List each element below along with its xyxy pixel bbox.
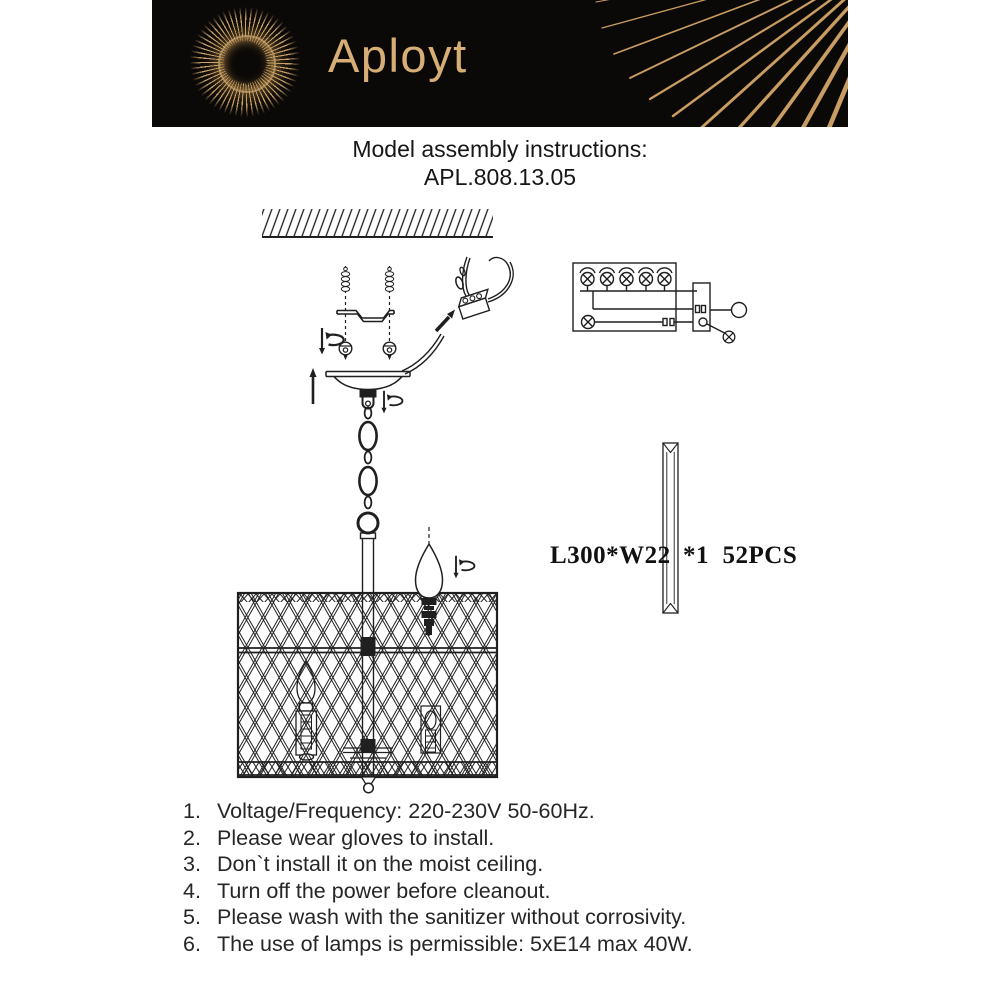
- ceiling-canopy: [326, 372, 410, 409]
- instruction-number: 5.: [183, 905, 201, 929]
- instruction-text: The use of lamps is permissible: 5xE14 max 40W.: [217, 931, 693, 956]
- power-wire: [402, 257, 513, 374]
- page-title: Model assembly instructions:: [352, 136, 648, 162]
- crystal-size-label: L300*W22: [550, 542, 671, 569]
- instruction-item: [183, 798, 693, 825]
- instruction-number: 3.: [183, 852, 201, 876]
- drum-shade: [238, 593, 497, 793]
- instruction-number: 2.: [183, 825, 201, 850]
- screw-icon: [339, 342, 396, 360]
- instruction-item: [183, 904, 693, 931]
- instruction-text: Please wash with the sanitizer without corrosivity.: [217, 905, 687, 929]
- instruction-number: 6.: [183, 931, 201, 956]
- crystal-qty-label: *1 52PCS: [683, 542, 798, 569]
- model-number: APL.808.13.05: [423, 164, 577, 190]
- instructions-list: [183, 798, 693, 957]
- instruction-text: Voltage/Frequency: 220-230V 50-60Hz.: [217, 799, 595, 823]
- instruction-item: [183, 825, 693, 852]
- instruction-text: Turn off the power before cleanout.: [217, 878, 551, 903]
- instruction-number: 1.: [183, 799, 201, 823]
- rays-decoration-icon: [152, 0, 848, 127]
- rotate-arrow-icon: [381, 391, 402, 414]
- instruction-item: [183, 851, 693, 878]
- wiring-diagram: [573, 263, 747, 343]
- title-block: [0, 135, 1000, 191]
- brand-banner: [152, 0, 848, 127]
- terminal-block: [457, 289, 495, 319]
- wall-anchor-icon: [341, 266, 393, 341]
- hanger-rod: [361, 533, 376, 594]
- assembly-diagram: [150, 200, 850, 800]
- rotate-arrow-icon: [453, 556, 474, 579]
- instruction-text: Don`t install it on the moist ceiling.: [217, 852, 544, 876]
- instruction-item: [183, 931, 693, 958]
- instruction-text: Please wear gloves to install.: [217, 825, 495, 850]
- chain: [359, 407, 376, 508]
- instruction-number: 4.: [183, 878, 201, 903]
- ceiling-hatch: [262, 209, 493, 237]
- finial: [362, 777, 376, 793]
- hanging-ring: [358, 513, 378, 533]
- instruction-item: [183, 878, 693, 905]
- brand-name: Aployt: [328, 29, 468, 82]
- up-arrow-icon: [310, 368, 317, 404]
- crystal-rod: [663, 443, 678, 613]
